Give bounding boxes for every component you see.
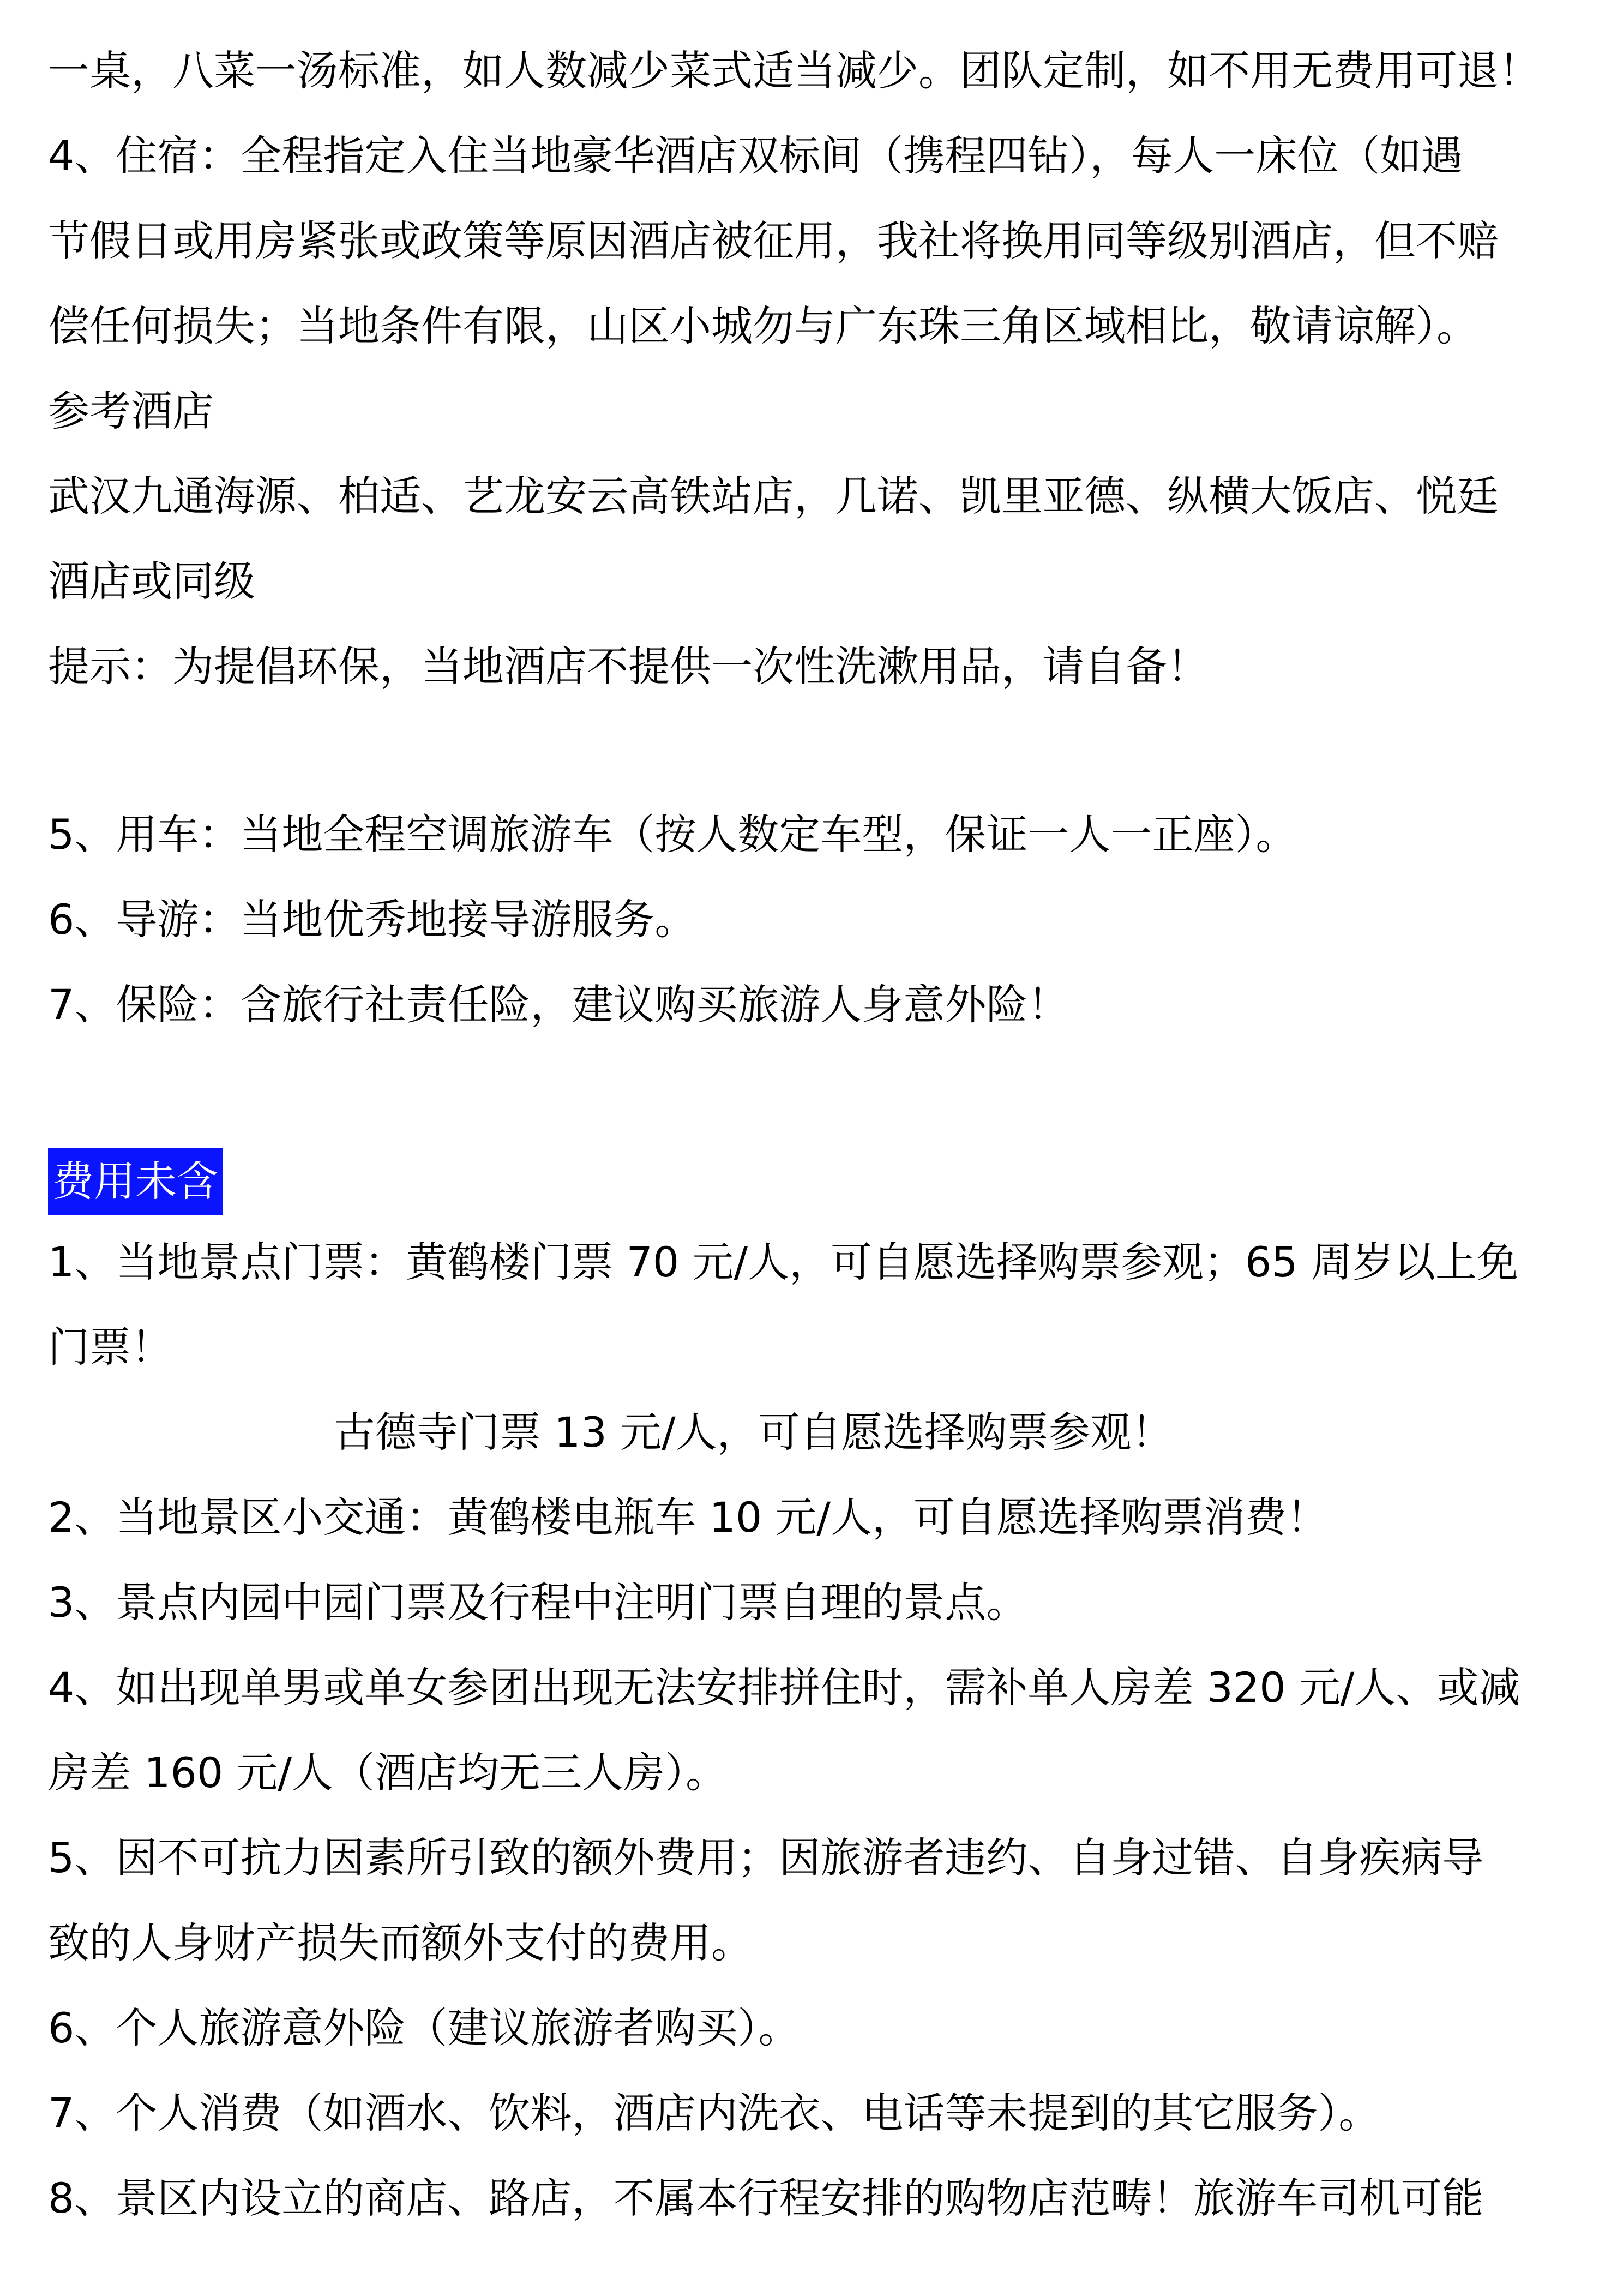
excluded-item-7-line: 7、个人消费（如酒水、饮料，酒店内洗衣、电话等未提到的其它服务）。 [48,2089,1380,2137]
excluded-item-3-line: 3、景点内园中园门票及行程中注明门票自理的景点。 [48,1578,1028,1627]
excluded-item-6-line: 6、个人旅游意外险（建议旅游者购买）。 [48,2004,800,2052]
section-heading-costs-excluded: 费用未含 [48,1148,223,1215]
meal-standard-line: 一桌，八菜一汤标准，如人数减少菜式适当减少。团队定制，如不用无费用可退！ [48,46,1540,95]
excluded-item-5-line-2: 致的人身财产损失而额外支付的费用。 [48,1919,753,1967]
guide-line: 6、导游：当地优秀地接导游服务。 [48,895,696,944]
excluded-item-4-line-2: 房差 160 元/人（酒店均无三人房）。 [48,1748,727,1797]
excluded-item-1-line-1: 1、当地景点门票：黄鹤楼门票 70 元/人，可自愿选择购票参观；65 周岁以上免 [48,1238,1518,1286]
excluded-item-4-line-1: 4、如出现单男或单女参团出现无法安排拼住时，需补单人房差 320 元/人、或减 [48,1663,1520,1712]
excluded-item-2-line: 2、当地景区小交通：黄鹤楼电瓶车 10 元/人，可自愿选择购票消费！ [48,1493,1328,1542]
excluded-item-5-line-1: 5、因不可抗力因素所引致的额外费用；因旅游者违约、自身过错、自身疾病导 [48,1833,1484,1882]
accommodation-line-3: 偿任何损失；当地条件有限，山区小城勿与广东珠三角区域相比，敬请谅解）。 [48,302,1478,350]
transport-line: 5、用车：当地全程空调旅游车（按人数定车型，保证一人一正座）。 [48,810,1297,859]
excluded-item-1-line-2: 门票！ [48,1323,172,1371]
reference-hotels-label: 参考酒店 [48,387,214,435]
accommodation-line-2: 节假日或用房紧张或政策等原因酒店被征用，我社将换用同等级别酒店，但不赔 [48,217,1499,265]
hotel-tip-line: 提示：为提倡环保，当地酒店不提供一次性洗漱用品，请自备！ [48,642,1209,691]
excluded-item-8-line: 8、景区内设立的商店、路店，不属本行程安排的购物店范畴！旅游车司机可能 [48,2174,1484,2222]
reference-hotels-line-2: 酒店或同级 [48,557,255,606]
excluded-item-1-line-3: 古德寺门票 13 元/人，可自愿选择购票参观！ [334,1408,1173,1456]
insurance-line: 7、保险：含旅行社责任险，建议购买旅游人身意外险！ [48,980,1069,1029]
accommodation-line-1: 4、住宿：全程指定入住当地豪华酒店双标间（携程四钻），每人一床位（如遇 [48,131,1463,180]
reference-hotels-line-1: 武汉九通海源、柏适、艺龙安云高铁站店，几诺、凯里亚德、纵横大饭店、悦廷 [48,472,1499,520]
